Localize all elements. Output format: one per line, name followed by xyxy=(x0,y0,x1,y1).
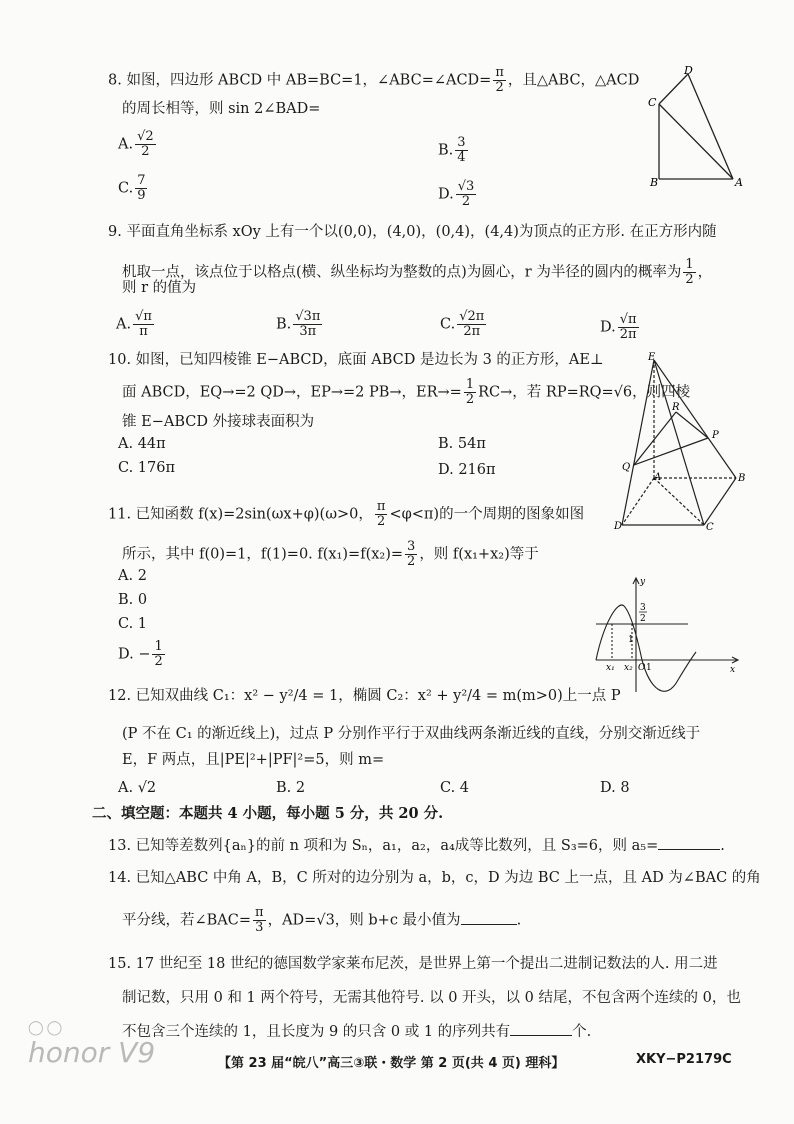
q8-line1: 8. 如图，四边形 ABCD 中 AB=BC=1，∠ABC=∠ACD= $\frac{\pi}{2}$ ，且△ABC，△ACD xyxy=(108,65,640,95)
q9-line2: 机取一点，该点位于以格点(横、纵坐标均为整数的点)为圆心，r 为半径的圆内的概率为 $\frac{1}{2}$ ， xyxy=(122,257,713,287)
q9-line3: 则 r 的值为 xyxy=(122,280,197,296)
q8-option-d: D. $\frac{√3}{2}$ xyxy=(438,179,475,209)
q8-label-d: D xyxy=(684,64,693,77)
q11-label-1y: 1 xyxy=(628,635,634,645)
q10-option-a: A. 44π xyxy=(118,436,166,452)
q12-line1: 12. 已知双曲线 C₁：x² − y²/4 = 1，椭圆 C₂：x² + y²/4 = m(m>0)上一点 P xyxy=(108,688,621,704)
q11-label-y: y xyxy=(640,577,646,587)
q9-option-c: C. $\frac{√2\pi}{2\pi}$ xyxy=(440,309,485,339)
q14-line2: 平分线，若∠BAC= $\frac{\pi}{3}$ ，AD=√3，则 b+c 最小值为 . xyxy=(122,905,522,935)
q11-label-2: 2 xyxy=(640,614,646,624)
q14-line1: 14. 已知△ABC 中角 A，B，C 所对的边分别为 a，b，c，D 为边 BC 上一点，且 AD 为∠BAC 的角 xyxy=(108,870,761,886)
q11-line2: 所示，其中 f(0)=1，f(1)=0. f(x₁)=f(x₂)= $\frac{3}{2}$ ，则 f(x₁+x₂)等于 xyxy=(122,539,539,569)
q11-label-x1: x₁ xyxy=(606,663,615,673)
q12-option-a: A. √2 xyxy=(118,780,157,796)
camera-logo-icon: ◯◯ xyxy=(28,1020,66,1036)
section-fill-in-heading: 二、填空题：本题共 4 小题，每小题 5 分，共 20 分. xyxy=(92,805,444,822)
q9-option-d: D. $\frac{√\pi}{2\pi}$ xyxy=(600,312,637,342)
q10-line3: 锥 E−ABCD 外接球表面积为 xyxy=(122,414,315,430)
q11-option-d: D. − $\frac{1}{2}$ xyxy=(118,639,163,669)
footer-center: 【第 23 届“皖八”高三③联・数学 第 2 页(共 4 页) 理科】 xyxy=(218,1056,565,1071)
footer-code: XKY−P2179C xyxy=(636,1052,732,1067)
q10-label-e: E xyxy=(648,352,656,363)
q8-line2: 的周长相等，则 sin 2∠BAD= xyxy=(122,101,321,117)
q12-line3: E，F 两点，且|PE|²+|PF|²=5，则 m= xyxy=(122,752,385,768)
q11-label-x: x xyxy=(730,665,736,675)
q8-option-b: B. $\frac{3}{4}$ xyxy=(438,135,466,165)
q12-option-d: D. 8 xyxy=(600,780,630,796)
q8-label-c: C xyxy=(648,96,657,109)
q11-option-a: A. 2 xyxy=(118,568,147,584)
camera-watermark xyxy=(28,1020,155,1069)
q9-option-b: B. $\frac{√3\pi}{3\pi}$ xyxy=(276,309,321,339)
q8-option-c: C. $\frac{7}{9}$ xyxy=(118,173,146,203)
q11-option-b: B. 0 xyxy=(118,592,148,608)
q12-option-c: C. 4 xyxy=(440,780,470,796)
q12-line2: (P 不在 C₁ 的渐近线上)，过点 P 分别作平行于双曲线两条渐近线的直线，分别交渐近线于 xyxy=(122,726,701,742)
q10-line2: 面 ABCD，EQ→=2 QD→，EP→=2 PB→，ER→= $\frac{1}{2}$ RC→，若 RP=RQ=√6，则四棱 xyxy=(122,377,691,407)
q15-line2: 制记数，只用 0 和 1 两个符号，无需其他符号. 以 0 开头，以 0 结尾，不包含两个连续的 0，也 xyxy=(122,990,741,1006)
q11-label-1x: 1 xyxy=(646,663,652,673)
q10-option-d: D. 216π xyxy=(438,462,496,478)
q15-line1: 15. 17 世纪至 18 世纪的德国数学家莱布尼茨，是世界上第一个提出二进制记数法的人. 用二进 xyxy=(108,956,718,972)
q11-sine-graph xyxy=(592,572,742,694)
q8-label-a: A xyxy=(735,176,743,189)
q10-label-c: C xyxy=(706,522,714,533)
q11-label-o: O xyxy=(638,663,646,673)
q11-label-3: 3 xyxy=(640,603,646,613)
q15-line3: 不包含三个连续的 1，且长度为 9 的只含 0 或 1 的序列共有 个. xyxy=(122,1024,592,1040)
q10-label-r: R xyxy=(672,402,680,413)
q10-pyramid-figure xyxy=(612,350,752,535)
q11-label-x2: x₂ xyxy=(624,663,633,673)
q11-line1: 11. 已知函数 f(x)=2sin(ωx+φ)(ω>0， $\frac{\pi}{2}$ <φ<π)的一个周期的图象如图 xyxy=(108,499,585,529)
q9-option-a: A. $\frac{√\pi}{\pi}$ xyxy=(116,309,152,339)
q9-line1: 9. 平面直角坐标系 xOy 上有一个以(0,0)，(4,0)，(0,4)，(4,4)为顶点的正方形. 在正方形内随 xyxy=(108,224,717,240)
q10-label-a: A xyxy=(654,472,662,483)
q10-line1: 10. 如图，已知四棱锥 E−ABCD，底面 ABCD 是边长为 3 的正方形，AE⊥ xyxy=(108,352,604,368)
q12-option-b: B. 2 xyxy=(276,780,306,796)
q10-label-d: D xyxy=(614,521,623,532)
watermark-text: honor V9 xyxy=(28,1036,156,1069)
q10-label-b: B xyxy=(738,473,746,484)
q13-line: 13. 已知等差数列{aₙ}的前 n 项和为 Sₙ，a₁，a₂，a₄成等比数列，且 S₃=6，则 a₅= . xyxy=(108,838,725,854)
q11-option-c: C. 1 xyxy=(118,616,148,632)
q10-label-q: Q xyxy=(622,462,631,473)
q8-label-b: B xyxy=(650,176,659,189)
q8-quadrilateral-figure xyxy=(640,62,750,192)
q10-option-c: C. 176π xyxy=(118,460,176,476)
q10-option-b: B. 54π xyxy=(438,436,486,452)
q10-label-p: P xyxy=(712,430,719,441)
q8-option-a: A. $\frac{√2}{2}$ xyxy=(118,129,154,159)
